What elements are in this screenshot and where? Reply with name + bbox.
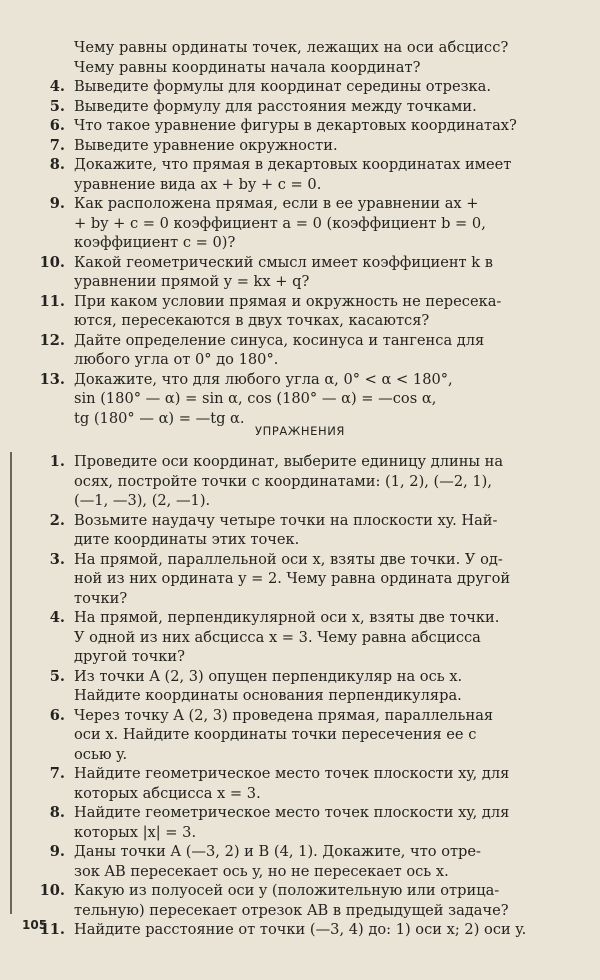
exercise-item-text bbox=[74, 881, 578, 920]
exercise-item-line: Проведите оси координат, выберите единицу длины на bbox=[74, 453, 504, 470]
exercise-item-line: (—1, —3), (2, —1). bbox=[74, 492, 211, 509]
question-item-line: уравнение вида ax + by + c = 0. bbox=[74, 175, 322, 193]
question-item-line: ются, пересекаются в двух точках, касаются? bbox=[74, 312, 430, 329]
exercise-item-line: тельную) пересекает отрезок AB в предыдущей задаче? bbox=[74, 901, 509, 919]
question-item bbox=[16, 194, 578, 253]
question-item-number: 12. bbox=[39, 331, 65, 349]
exercise-item-line: осью y. bbox=[74, 745, 128, 763]
exercise-item-number: 5. bbox=[49, 667, 65, 685]
exercise-item-text bbox=[74, 842, 578, 881]
exercise-item-text bbox=[74, 667, 578, 706]
exercise-item-line: На прямой, перпендикулярной оси x, взяты две точки. bbox=[74, 609, 500, 626]
exercise-item-line: другой точки? bbox=[74, 648, 185, 665]
question-item-line: + by + c = 0 коэффициент a = 0 (коэффициент b = 0, bbox=[74, 214, 486, 232]
question-item-text bbox=[74, 136, 578, 156]
question-item-line: Выведите формулу для расстояния между точками. bbox=[74, 97, 477, 115]
exercise-item bbox=[16, 803, 578, 842]
exercise-item-line: Возьмите наудачу четыре точки на плоскости xy. Най- bbox=[74, 511, 498, 529]
exercise-item-text bbox=[74, 706, 578, 765]
exercise-item-number: 4. bbox=[49, 609, 65, 626]
question-item bbox=[16, 370, 578, 429]
question-item bbox=[16, 97, 578, 117]
section-title: УПРАЖНЕНИЯ bbox=[255, 424, 345, 438]
question-item-text bbox=[74, 77, 578, 97]
exercise-item-line: Найдите расстояние от точки (—3, 4) до: 1) оси x; 2) оси y. bbox=[74, 921, 527, 938]
exercise-item bbox=[16, 511, 578, 550]
question-item-line: tg (180° — α) = —tg α. bbox=[74, 409, 245, 427]
question-item-number: 6. bbox=[49, 117, 65, 134]
exercise-item-number: 1. bbox=[49, 453, 65, 470]
question-item-text bbox=[74, 194, 578, 253]
exercise-item-line: На прямой, параллельной оси x, взяты две точки. У од- bbox=[74, 550, 503, 568]
question-item-text bbox=[74, 116, 578, 136]
exercise-item-text bbox=[74, 608, 578, 667]
exercise-item bbox=[16, 608, 578, 667]
exercise-item-text bbox=[74, 803, 578, 842]
question-item-line: Что такое уравнение фигуры в декартовых координатах? bbox=[74, 117, 517, 134]
question-item bbox=[16, 155, 578, 194]
question-item-line: Докажите, что прямая в декартовых координатах имеет bbox=[74, 156, 512, 173]
exercise-item-line: осях, постройте точки с координатами: (1, 2), (—2, 1), bbox=[74, 472, 493, 490]
exercise-item bbox=[16, 706, 578, 765]
question-intro-line: Чему равны ординаты точек, лежащих на оси абсцисс? bbox=[74, 39, 509, 56]
exercise-item-line: ной из них ордината y = 2. Чему равна ордината другой bbox=[74, 570, 511, 587]
exercise-item-line: которых абсцисса x = 3. bbox=[74, 784, 261, 802]
questions-list bbox=[16, 77, 578, 428]
exercise-item-number: 6. bbox=[49, 706, 65, 724]
exercise-item-number: 8. bbox=[49, 804, 65, 821]
exercise-item-number: 10. bbox=[39, 882, 65, 899]
page-number: 105 bbox=[22, 918, 48, 932]
question-item-text bbox=[74, 253, 578, 292]
question-item-line: Докажите, что для любого угла α, 0° < α < 180°, bbox=[74, 370, 453, 388]
margin-bar bbox=[10, 452, 12, 914]
exercise-item-line: Через точку A (2, 3) проведена прямая, параллельная bbox=[74, 706, 494, 724]
question-item bbox=[16, 136, 578, 156]
exercise-item-line: которых |x| = 3. bbox=[74, 823, 197, 841]
question-item-number: 10. bbox=[39, 253, 65, 271]
exercise-item bbox=[16, 550, 578, 609]
question-item-number: 8. bbox=[49, 156, 65, 173]
question-item bbox=[16, 116, 578, 136]
exercise-item-line: У одной из них абсцисса x = 3. Чему равна абсцисса bbox=[74, 628, 481, 646]
exercise-item-line: Найдите геометрическое место точек плоскости xy, для bbox=[74, 804, 510, 821]
exercise-item-line: Из точки A (2, 3) опущен перпендикуляр на ось x. bbox=[74, 667, 463, 685]
exercise-item-line: оси x. Найдите координаты точки пересечения ее с bbox=[74, 726, 477, 743]
exercise-item-line: Найдите геометрическое место точек плоскости xy, для bbox=[74, 765, 510, 782]
question-item-number: 4. bbox=[49, 78, 65, 95]
exercise-item-line: Найдите координаты основания перпендикуляра. bbox=[74, 687, 462, 704]
exercise-item bbox=[16, 764, 578, 803]
exercise-item-number: 2. bbox=[49, 511, 65, 529]
exercise-item-text bbox=[74, 550, 578, 609]
exercise-item-line: Какую из полуосей оси y (положительную или отрица- bbox=[74, 882, 500, 899]
question-item bbox=[16, 331, 578, 370]
question-item-text bbox=[74, 292, 578, 331]
exercises-list bbox=[16, 452, 578, 940]
question-intro-line: Чему равны координаты начала координат? bbox=[74, 58, 421, 76]
question-item-line: Как расположена прямая, если в ее уравнении ax + bbox=[74, 195, 479, 212]
question-item-number: 9. bbox=[49, 195, 65, 212]
question-item-text bbox=[74, 331, 578, 370]
exercise-item-number: 9. bbox=[49, 843, 65, 860]
question-item bbox=[16, 253, 578, 292]
question-item-line: При каком условии прямая и окружность не пересека- bbox=[74, 292, 502, 310]
exercise-item bbox=[16, 452, 578, 511]
exercise-item bbox=[16, 881, 578, 920]
question-item-number: 13. bbox=[39, 370, 65, 388]
exercise-item bbox=[16, 920, 578, 940]
question-item-text bbox=[74, 370, 578, 429]
exercise-item-number: 11. bbox=[39, 921, 65, 938]
question-item-line: уравнении прямой y = kx + q? bbox=[74, 273, 310, 290]
question-item-number: 7. bbox=[49, 136, 65, 154]
question-item-number: 5. bbox=[49, 97, 65, 115]
exercise-item bbox=[16, 842, 578, 881]
exercise-item-line: Даны точки A (—3, 2) и B (4, 1). Докажите, что отре- bbox=[74, 843, 481, 860]
question-item bbox=[16, 77, 578, 97]
question-item-line: Дайте определение синуса, косинуса и тангенса для bbox=[74, 331, 485, 349]
exercise-item-line: зок AB пересекает ось y, но не пересекает ось x. bbox=[74, 862, 449, 880]
exercise-item bbox=[16, 667, 578, 706]
exercise-item-text bbox=[74, 511, 578, 550]
questions-section bbox=[16, 38, 578, 428]
exercise-item-number: 3. bbox=[49, 550, 65, 568]
exercise-item-text bbox=[74, 764, 578, 803]
question-item-number: 11. bbox=[39, 292, 65, 310]
exercise-item-number: 7. bbox=[49, 765, 65, 782]
question-item-line: Выведите уравнение окружности. bbox=[74, 136, 338, 154]
question-item-text bbox=[74, 97, 578, 117]
exercise-item-line: дите координаты этих точек. bbox=[74, 531, 300, 548]
exercises-section bbox=[16, 452, 578, 940]
exercise-item-line: точки? bbox=[74, 589, 128, 607]
question-item-line: sin (180° — α) = sin α, cos (180° — α) = —cos α, bbox=[74, 390, 437, 407]
question-item-line: Какой геометрический смысл имеет коэффициент k в bbox=[74, 253, 493, 271]
question-item-line: Выведите формулы для координат середины отрезка. bbox=[74, 78, 491, 95]
question-item bbox=[16, 292, 578, 331]
question-item-text bbox=[74, 155, 578, 194]
question-item-line: любого угла от 0° до 180°. bbox=[74, 351, 279, 368]
exercise-item-text bbox=[74, 920, 578, 940]
question-item-line: коэффициент c = 0)? bbox=[74, 234, 236, 251]
exercise-item-text bbox=[74, 452, 578, 511]
